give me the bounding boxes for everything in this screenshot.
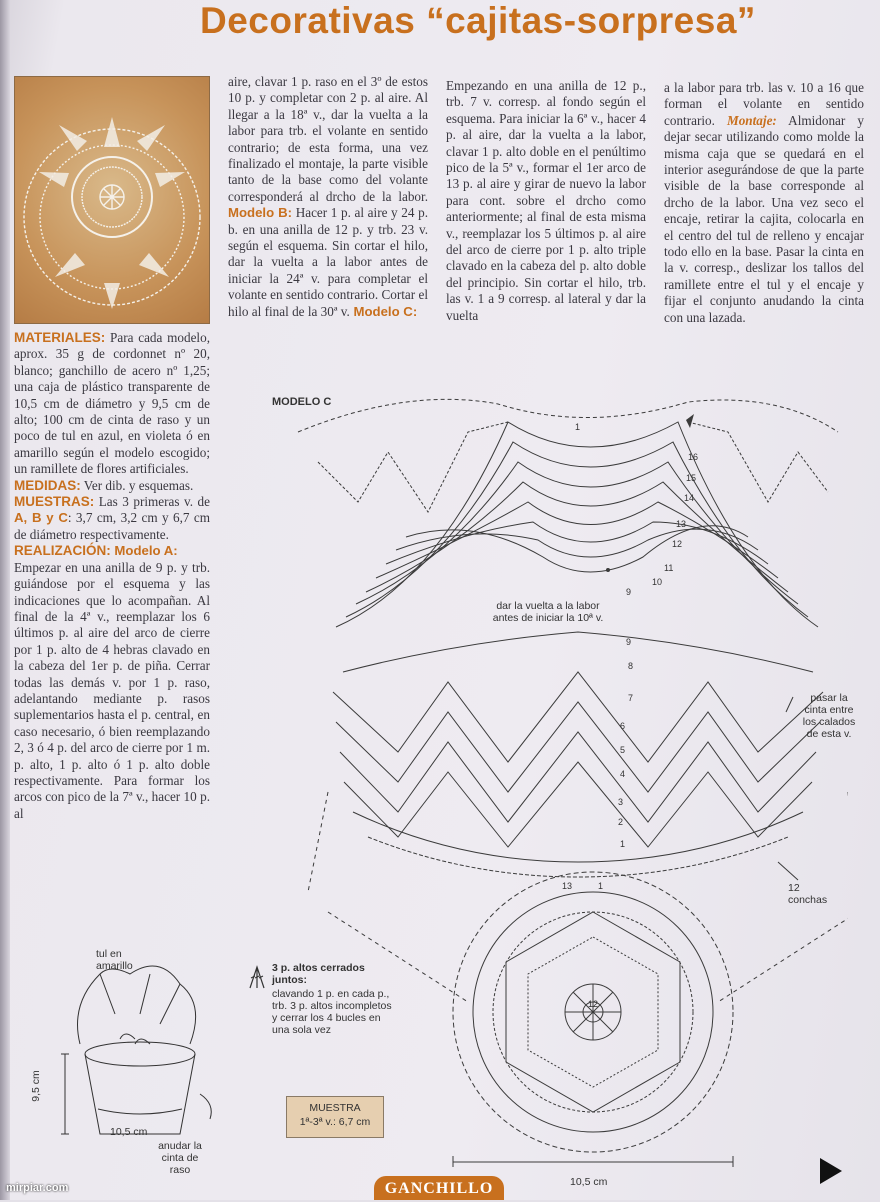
page-spine-shadow bbox=[0, 0, 10, 1200]
row-num-mid-4: 4 bbox=[620, 769, 626, 779]
row-num-mid-5: 5 bbox=[620, 745, 626, 755]
col4-text-1: a la labor para trb. las v. 10 a 16 que forman el volante en sentido contrario. bbox=[664, 80, 864, 128]
row-num-top-12: 12 bbox=[672, 539, 683, 549]
next-page-arrow-icon bbox=[820, 1158, 842, 1184]
modelo-b-heading: Modelo B: bbox=[228, 205, 293, 221]
diagram-width-label: 10,5 cm bbox=[570, 1176, 608, 1188]
col4-text-2: Almidonar y dejar secar utilizando como molde la misma caja que se quedará en el interior asegurándose de que la parte visible de la base corresponde al drcho de la labor. Una vez seco el encaje, retirar la cajita, colocarla en el centro del tul de relleno y encajar todo ello en la base. Pasar la cinta en la v. corresp., deslizar los tallos del ramillete entre el tul y el encaje y fijar el conjunto anudando la cinta con una lazada. bbox=[664, 112, 864, 325]
row-num-top-16: 16 bbox=[688, 452, 699, 462]
col3-text: Empezando en una anilla de 12 p., trb. 7 v. corresp. al fondo según el esquema. Para iniciar la 6ª v., hacer 4 p. al aire, dar la vuelta a la labor, clavar 1 p. alto doble en el penúltimo pico de la 5ª v., formar el 1er arco de 13 p. al aire y girar de nuevo la labor para cont. sobre el drcho como anteriormente; al final de esta misma v., reemplazar los 5 últimos p. al aire del arco de cierre por 1 p. alto triple clavado en la cabeza del p. alto doble del principio. Sin cortar el hilo, trb. las v. 1 a 9 corresp. al lateral y dar la vuelta bbox=[446, 78, 646, 323]
row-num-base-12: 12 bbox=[588, 999, 599, 1009]
materiales-paragraph bbox=[14, 330, 210, 478]
sample-size-title: MUESTRA bbox=[309, 1102, 361, 1114]
modelo-c-label: MODELO C bbox=[272, 396, 332, 408]
sample-size-value: 1ª-3ª v.: 6,7 cm bbox=[299, 1116, 371, 1128]
stitch-legend-title: 3 p. altos cerrados juntos: bbox=[272, 962, 365, 986]
medidas-text: Ver dib. y esquemas. bbox=[80, 477, 194, 493]
muestras-text-1: Las 3 primeras v. de bbox=[94, 494, 210, 510]
col2-paragraph bbox=[228, 74, 428, 320]
row-num-top-10: 10 bbox=[652, 577, 663, 587]
sketch-tul-label: tul en amarillo bbox=[96, 948, 133, 972]
crochet-chart bbox=[258, 392, 848, 1167]
realizacion-heading-line bbox=[14, 543, 210, 559]
row-num-base-1: 1 bbox=[598, 881, 604, 891]
row-num-mid-6: 6 bbox=[620, 721, 626, 731]
materiales-heading: MATERIALES: bbox=[14, 330, 106, 345]
montaje-heading: Montaje: bbox=[714, 112, 777, 128]
magazine-logo: GANCHILLO bbox=[374, 1176, 504, 1200]
site-watermark: mirpiar.com bbox=[6, 1182, 69, 1194]
page-title: Decorativas “cajitas-sorpresa” bbox=[200, 0, 756, 41]
column-4 bbox=[664, 80, 864, 326]
row-num-mid-3: 3 bbox=[618, 797, 624, 807]
realizacion-heading: REALIZACIÓN: bbox=[14, 543, 111, 559]
row-num-top-13: 13 bbox=[676, 519, 687, 529]
column-materials bbox=[14, 330, 210, 822]
sketch-height-label: 9,5 cm bbox=[29, 1070, 42, 1102]
ribbon-note: pasar la cinta entre los calados de esta v. bbox=[802, 692, 856, 740]
row-num-mid-2: 2 bbox=[618, 817, 624, 827]
materiales-text: Para cada modelo, aprox. 35 g de cordonnet nº 20, blanco; ganchillo de acero nº 1,25; una caja de plástico transparente de 10,5 cm de diámetro y 9,5 cm de alto; 100 cm de cinta de raso y un poco de tul en azul, en violeta ó en amarillo según el modelo escogido; un ramillete de flores artificiales. bbox=[14, 330, 210, 477]
sketch-width-label: 10,5 cm bbox=[110, 1126, 148, 1138]
sample-size-box bbox=[286, 1096, 384, 1138]
row-num-top-14: 14 bbox=[684, 493, 695, 503]
product-photo bbox=[14, 76, 210, 324]
medidas-paragraph bbox=[14, 478, 210, 494]
row-num-mid-8: 8 bbox=[628, 661, 634, 671]
row-num-mid-9: 9 bbox=[626, 637, 632, 647]
realizacion-text: Empezar en una anilla de 9 p. y trb. guiándose por el esquema y las indicaciones que lo acompañan. Al final de la 4ª v., reemplazar los 6 últimos p. al aire del arco de cierre por 1 p. alto de 4 hebras clavado en la cabeza del 1er p. de piña. Cerrar todas las demás v. por 1 p. raso, adelantando mediante p. rasos suplementarios hasta el p. central, en caso necesario, ó bien reemplazando 2, 3 ó 4 p. del arco de cierre por 1 m. p. alto, 1 p. alto ó 1 p. alto doble respectivamente. Para formar los arcos con pico de la 7ª v., hacer 10 p. al bbox=[14, 559, 210, 821]
modelo-a-heading: Modelo A: bbox=[110, 543, 178, 559]
muestras-heading: MUESTRAS: bbox=[14, 494, 95, 510]
col4-paragraph bbox=[664, 80, 864, 326]
box-sketch-illustration bbox=[40, 944, 240, 1144]
modelo-c-heading: Modelo C: bbox=[349, 303, 418, 319]
column-3 bbox=[446, 78, 646, 324]
col2-text-1: aire, clavar 1 p. raso en el 3º de estos 10 p. y completar con 2 p. al aire. Al llegar a la 18ª v., dar la vuelta a la labor para trb. el volante en sentido contrario; de esta forma, una vez finalizado el montaje, la parte visible tanto de la base como del volante corresponderá al drcho de la labor. bbox=[228, 74, 428, 204]
row-num-top-9: 9 bbox=[626, 587, 632, 597]
row-num-top-15: 15 bbox=[686, 473, 697, 483]
row-num-base-13: 13 bbox=[562, 881, 573, 891]
cluster-stitch-icon bbox=[246, 964, 268, 990]
row-num-top-11: 11 bbox=[664, 563, 674, 573]
turn-note: dar la vuelta a la labor antes de iniciar la 10ª v. bbox=[492, 600, 604, 624]
row-num-mid-7: 7 bbox=[628, 693, 634, 703]
conchas-note: 12 conchas bbox=[788, 882, 828, 906]
column-2 bbox=[228, 74, 428, 320]
col2-text-2: Hacer 1 p. al aire y 24 p. b. en una anilla de 12 p. y trb. 23 v. según el esquema. Sin cortar el hilo, dar la vuelta a la labor antes de iniciar la 24ª v. para completar el volante en sentido contrario. Cortar el hilo al final de la 30ª v. bbox=[228, 205, 428, 319]
medidas-heading: MEDIDAS: bbox=[14, 477, 81, 493]
sketch-ribbon-label: anudar la cinta de raso bbox=[158, 1140, 202, 1176]
muestras-text-2: : 3,7 cm, 3,2 cm y 6,7 cm de diámetro respectivamente. bbox=[14, 510, 211, 542]
row-num-top-1: 1 bbox=[575, 422, 581, 432]
stitch-legend-text: clavando 1 p. en cada p., trb. 3 p. altos incompletos y cerrar los 4 bucles en una sola vez bbox=[272, 988, 392, 1036]
row-num-mid-1: 1 bbox=[620, 839, 626, 849]
muestras-paragraph bbox=[14, 494, 210, 543]
muestras-models: A, B y C bbox=[14, 510, 68, 526]
